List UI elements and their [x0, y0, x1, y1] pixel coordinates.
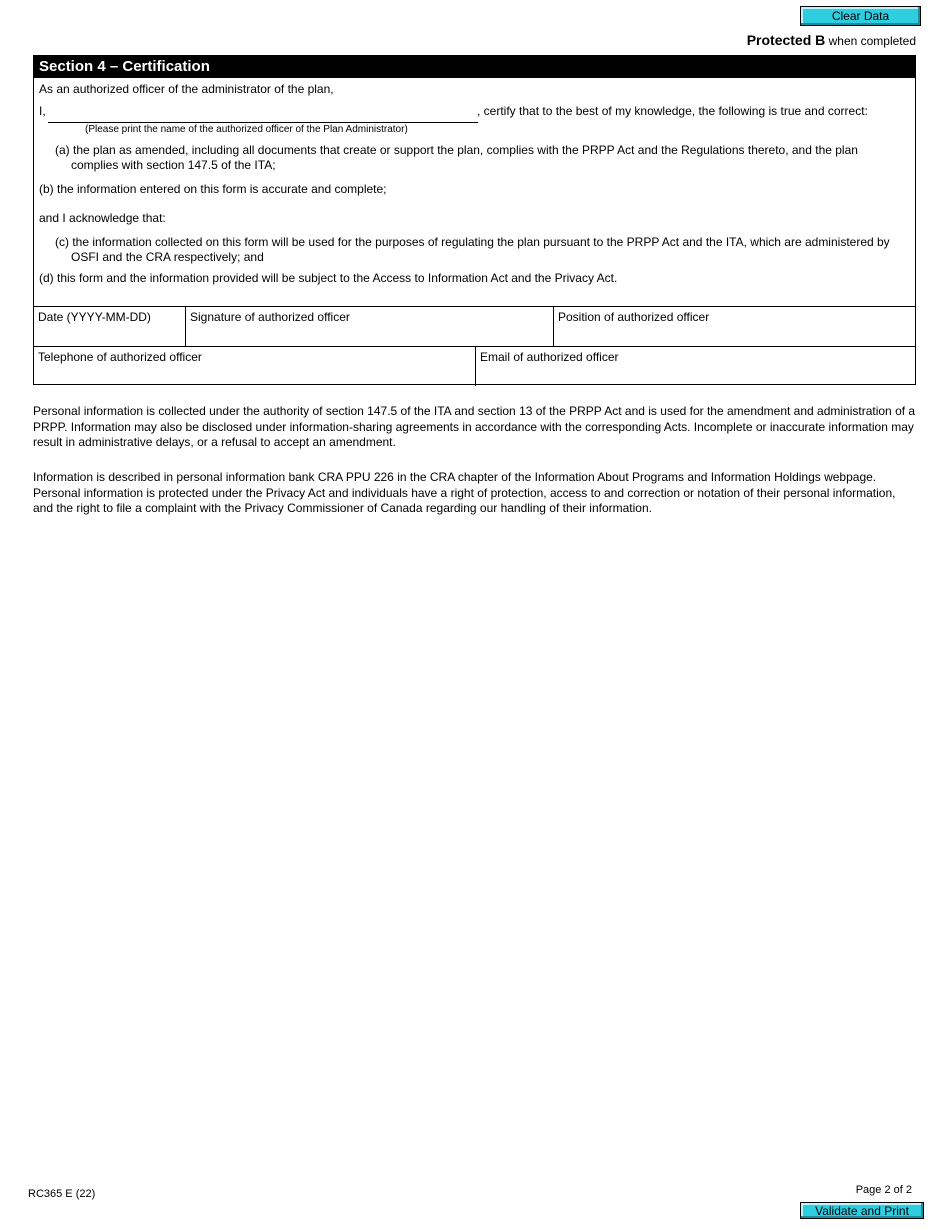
certification-section — [33, 55, 916, 385]
i-prefix: I, — [39, 104, 46, 118]
signature-cell — [185, 307, 554, 346]
page-number: Page 2 of 2 — [855, 1184, 912, 1196]
item-b: (b) the information entered on this form is accurate and complete; — [39, 182, 387, 196]
name-note: (Please print the name of the authorized officer of the Plan Administrator) — [85, 124, 408, 135]
acknowledge-text: and I acknowledge that: — [39, 211, 166, 225]
section-title: Section 4 – Certification — [34, 56, 915, 78]
protected-b-bold: Protected B — [746, 32, 826, 48]
email-label: Email of authorized officer — [480, 350, 619, 364]
form-identifier: RC365 E (22) — [28, 1188, 96, 1200]
email-cell — [475, 347, 916, 386]
protected-b-rest: when completed — [825, 34, 916, 48]
telephone-input[interactable] — [36, 366, 475, 384]
protected-b-label — [747, 32, 916, 48]
item-a: (a) the plan as amended, including all documents that create or support the plan, complies with the PRPP Act and the Regulations thereto, and the plan complies with section 147.5 of the ITA; — [55, 143, 858, 172]
telephone-label: Telephone of authorized officer — [38, 350, 202, 364]
privacy-paragraph-2: Information is described in personal information bank CRA PPU 226 in the CRA chapter of the Information About Programs and Information Holdings webpage. Personal information is protected under the Privacy Act and individuals have a right of protection, access to and correction or notation of their personal information, and the right to file a complaint with the Privacy Commissioner of Canada regarding our handling of their information. — [33, 470, 896, 515]
privacy-paragraph-1: Personal information is collected under the authority of section 147.5 of the ITA and section 13 of the PRPP Act and is used for the amendment and administration of a PRPP. Information may also be disclosed under information-sharing agreements in accordance with the corresponding Acts. Incomplete or inaccurate information may result in administrative delays, or a refusal to accept an amendment. — [33, 404, 916, 449]
validate-and-print-button[interactable]: Validate and Print — [800, 1202, 924, 1219]
item-d: (d) this form and the information provided will be subject to the Access to Information Act and the Privacy Act. — [39, 271, 618, 285]
position-label: Position of authorized officer — [558, 310, 710, 324]
position-input[interactable] — [556, 326, 916, 344]
position-cell — [553, 307, 916, 346]
clear-data-button[interactable]: Clear Data — [800, 6, 921, 26]
item-c: (c) the information collected on this form will be used for the purposes of regulating the plan pursuant to the PRPP Act and the ITA, which are administered by OSFI and the CRA respectively; and — [55, 235, 890, 264]
date-cell — [34, 307, 185, 346]
signature-label: Signature of authorized officer — [190, 310, 350, 324]
date-label: Date (YYYY-MM-DD) — [38, 310, 151, 324]
certify-text: , certify that to the best of my knowledge, the following is true and correct: — [477, 104, 868, 118]
email-input[interactable] — [478, 366, 916, 384]
intro-text: As an authorized officer of the administrator of the plan, — [39, 82, 334, 96]
telephone-cell — [34, 347, 475, 386]
officer-name-input[interactable] — [48, 102, 478, 123]
date-input[interactable] — [36, 326, 185, 344]
